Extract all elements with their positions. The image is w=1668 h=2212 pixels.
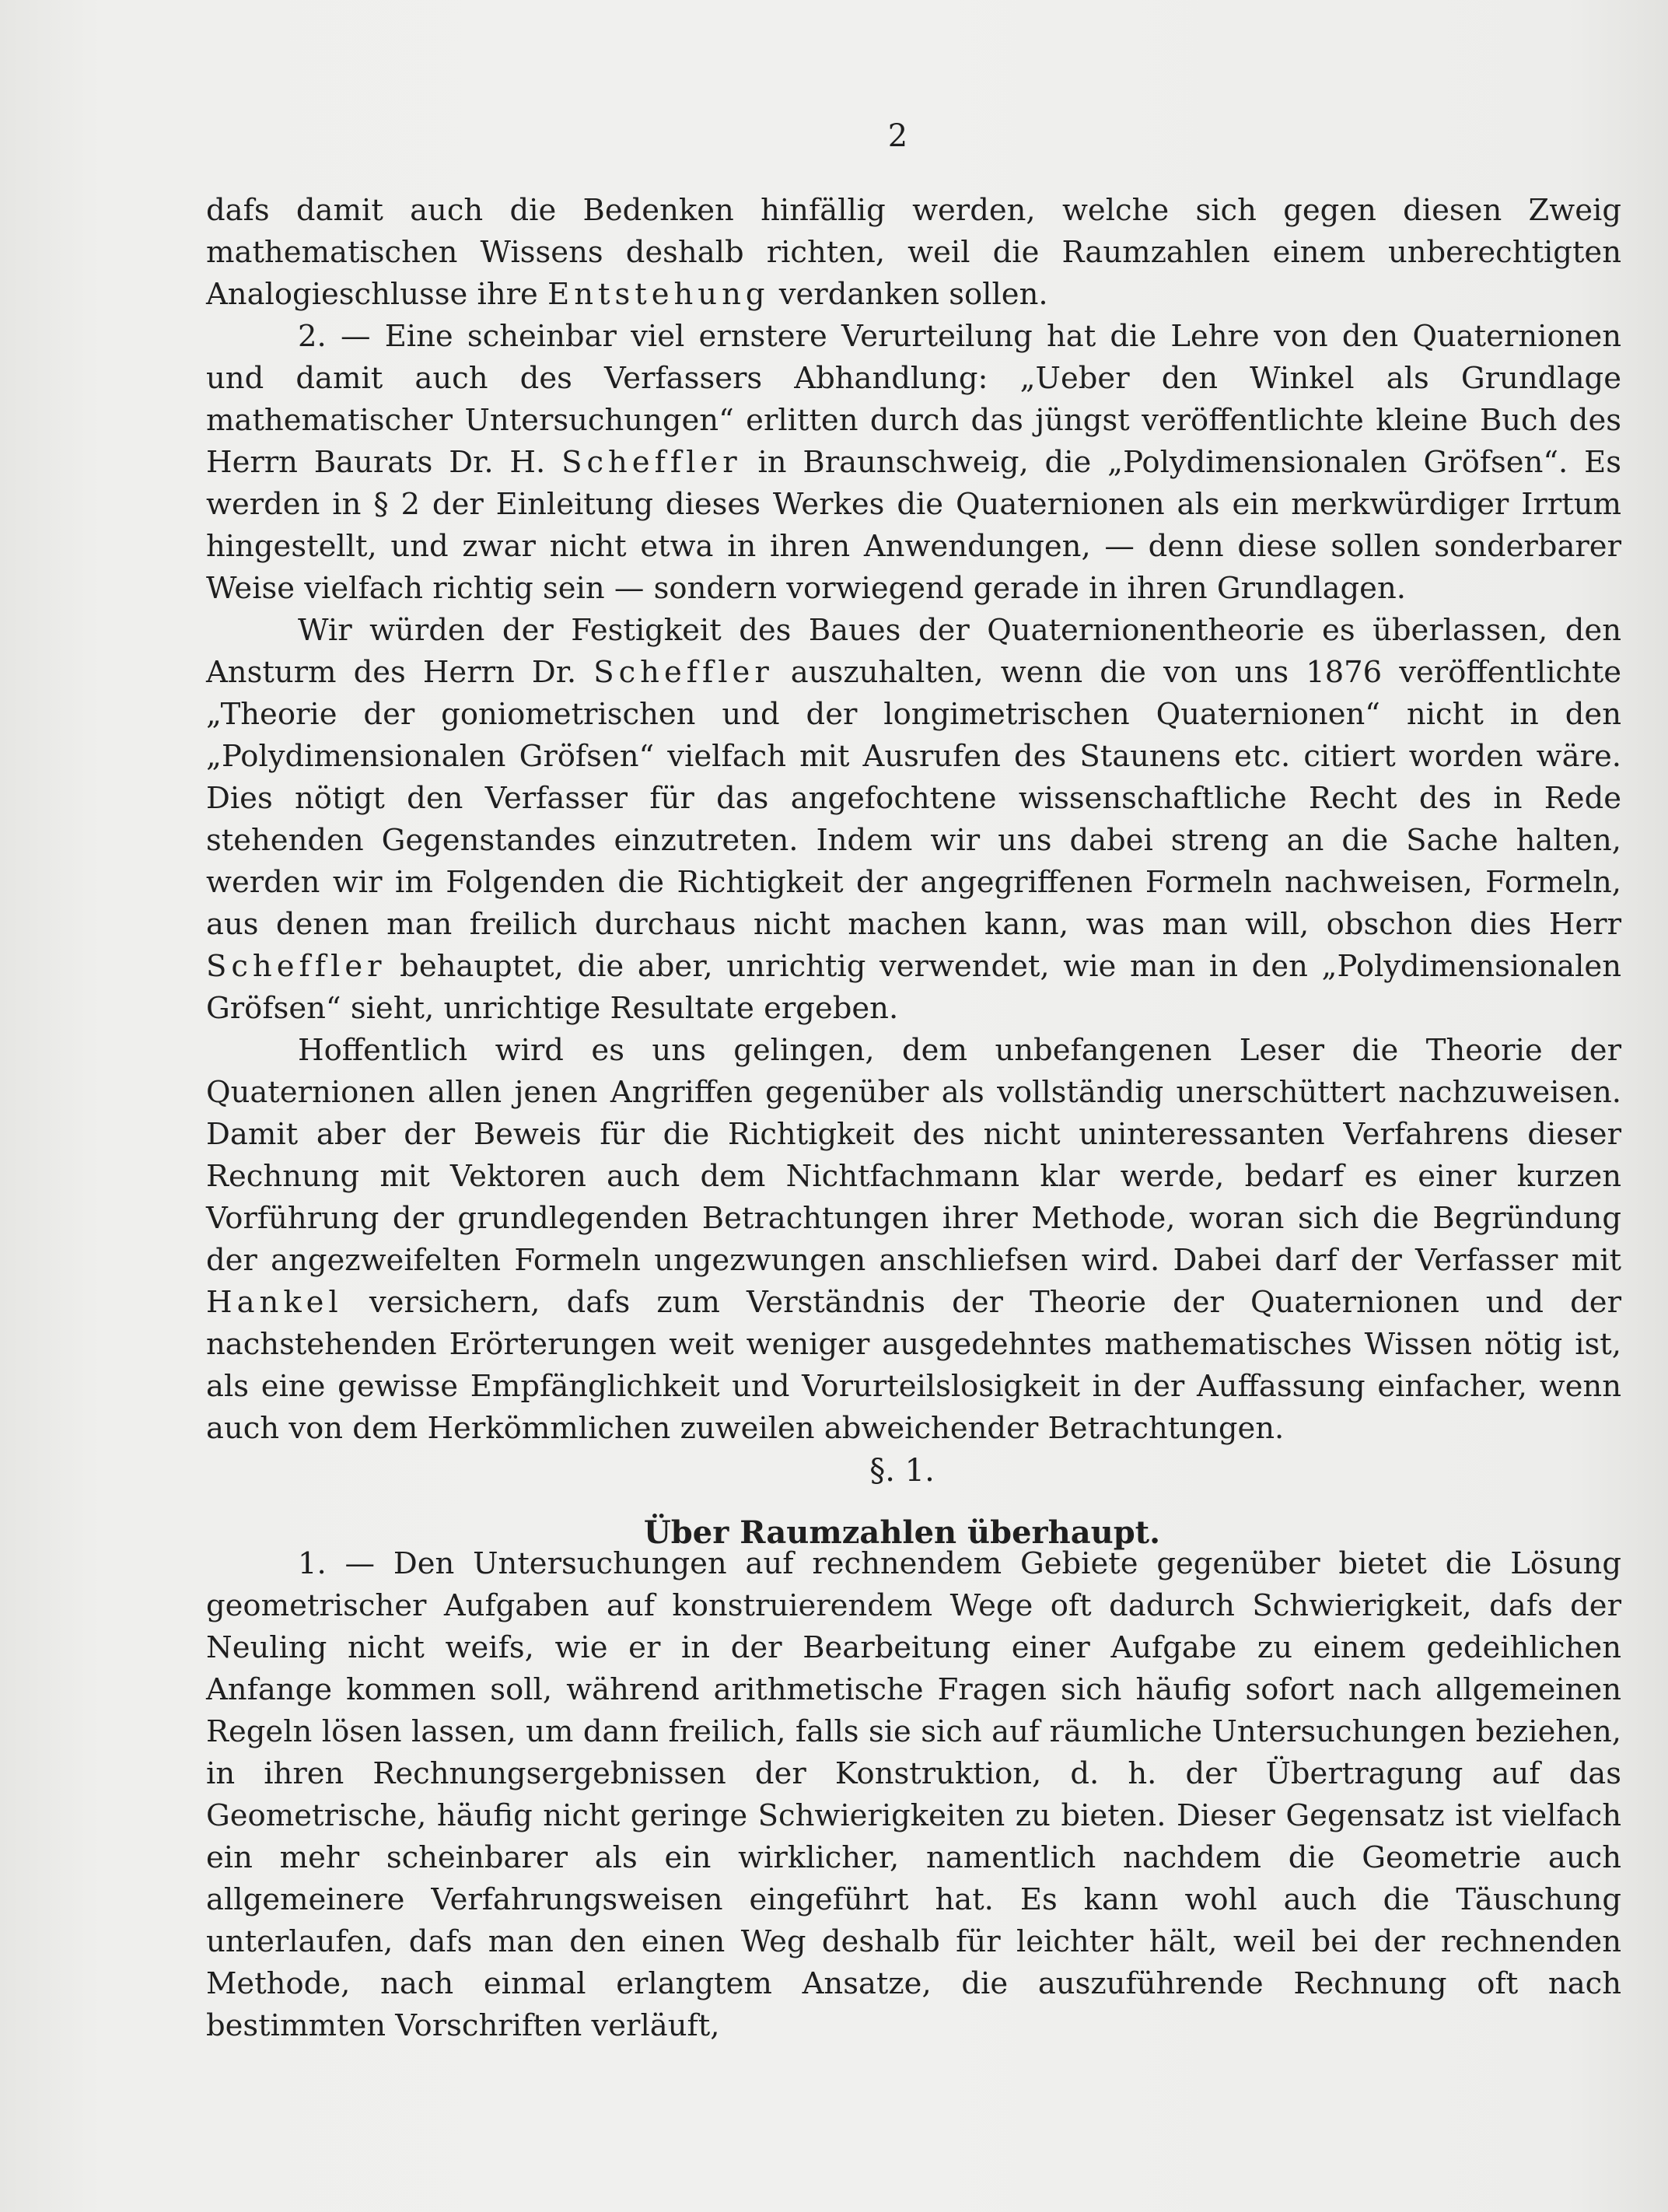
author-name: Scheffler <box>206 949 386 984</box>
paragraph-1: dafs damit auch die Bedenken hinfällig werden, welche sich gegen diesen Zweig mathematischen Wissens deshalb richten, weil die Raumzahlen einem unberechtigten Analogieschlusse ihre Entstehung verdanken sollen. <box>206 193 1621 312</box>
paragraph-2: 2. — Eine scheinbar viel ernstere Verurteilung hat die Lehre von den Quaternionen und damit auch des Verfassers Abhandlung: „Ueber den Winkel als Grundlage mathematischer Untersuchungen“ erlitten durch das jüngst veröffentlichte kleine Buch des Herrn Baurats Dr. H. Scheffler in Braunschweig, die „Polydimensionalen Gröfsen“. Es werden in § 2 der Einleitung dieses Werkes die Quaternionen als ein merkwürdiger Irrtum hingestellt, und zwar nicht etwa in ihren Anwendungen, — denn diese sollen sonderbarer Weise vielfach richtig sein — sondern vorwiegend gerade in ihren Grundlagen. <box>206 319 1622 606</box>
body-text-bottom <box>206 1543 1621 2047</box>
body-text-top <box>206 190 1621 1450</box>
section-number: §. 1. <box>869 1453 935 1489</box>
emphasis: Entstehung <box>547 277 770 312</box>
author-name: Hankel <box>206 1285 343 1320</box>
paragraph-3: Wir würden der Festigkeit des Baues der Quaternionentheorie es überlassen, den Ansturm des Herrn Dr. Scheffler auszuhalten, wenn die von uns 1876 veröffentlichte „Theorie der goniometrischen und der longimetrischen Quaternionen“ nicht in den „Polydimensionalen Gröfsen“ vielfach mit Ausrufen des Staunens etc. citiert worden wäre. Dies nötigt den Verfasser für das angefochtene wissenschaftliche Recht des in Rede stehenden Gegenstandes einzutreten. Indem wir uns dabei streng an die Sache halten, werden wir im Folgenden die Richtigkeit der angegriffenen Formeln nachweisen, Formeln, aus denen man freilich durchaus nicht machen kann, was man will, obschon dies Herr Scheffler behauptet, die aber, unrichtig verwendet, wie man in den „Polydimensionalen Gröfsen“ sieht, unrichtige Resultate ergeben. <box>206 613 1621 1026</box>
author-name: Scheffler <box>561 445 742 480</box>
page-number: 2 <box>887 118 909 154</box>
author-name: Scheffler <box>593 655 774 690</box>
section-title: Über Raumzahlen überhaupt. <box>643 1514 1161 1551</box>
paragraph-4: Hoffentlich wird es uns gelingen, dem unbefangenen Leser die Theorie der Quaternionen allen jenen Angriffen gegenüber als vollständig unerschüttert nachzuweisen. Damit aber der Beweis für die Richtigkeit des nicht uninteressanten Verfahrens dieser Rechnung mit Vektoren auch dem Nichtfachmann klar werde, bedarf es einer kurzen Vorführung der grundlegenden Betrachtungen ihrer Methode, woran sich die Begründung der angezweifelten Formeln ungezwungen anschliefsen wird. Dabei darf der Verfasser mit Hankel versichern, dafs zum Verständnis der Theorie der Quaternionen und der nachstehenden Erörterungen weit weniger ausgedehntes mathematisches Wissen nötig ist, als eine gewisse Empfänglichkeit und Vorurteilslosigkeit in der Auffassung einfacher, wenn auch von dem Herkömmlichen zuweilen abweichender Betrachtungen. <box>206 1033 1621 1446</box>
paragraph-5: 1. — Den Untersuchungen auf rechnendem Gebiete gegenüber bietet die Lösung geometrischer Aufgaben auf konstruierendem Wege oft dadurch Schwierigkeit, dafs der Neuling nicht weifs, wie er in der Bearbeitung einer Aufgabe zu einem gedeihlichen Anfange kommen soll, während arithmetische Fragen sich häufig sofort nach allgemeinen Regeln lösen lassen, um dann freilich, falls sie sich auf räumliche Untersuchungen beziehen, in ihren Rechnungsergebnissen der Konstruktion, d. h. der Übertragung auf das Geometrische, häufig nicht geringe Schwierigkeiten zu bieten. Dieser Gegensatz ist vielfach ein mehr scheinbarer als ein wirklicher, namentlich nachdem die Geometrie auch allgemeinere Verfahrungsweisen eingeführt hat. Es kann wohl auch die Täuschung unterlaufen, dafs man den einen Weg deshalb für leichter hält, weil bei der rechnenden Methode, nach einmal erlangtem Ansatze, die auszuführende Rechnung oft nach bestimmten Vorschriften verläuft, <box>206 1546 1621 2043</box>
